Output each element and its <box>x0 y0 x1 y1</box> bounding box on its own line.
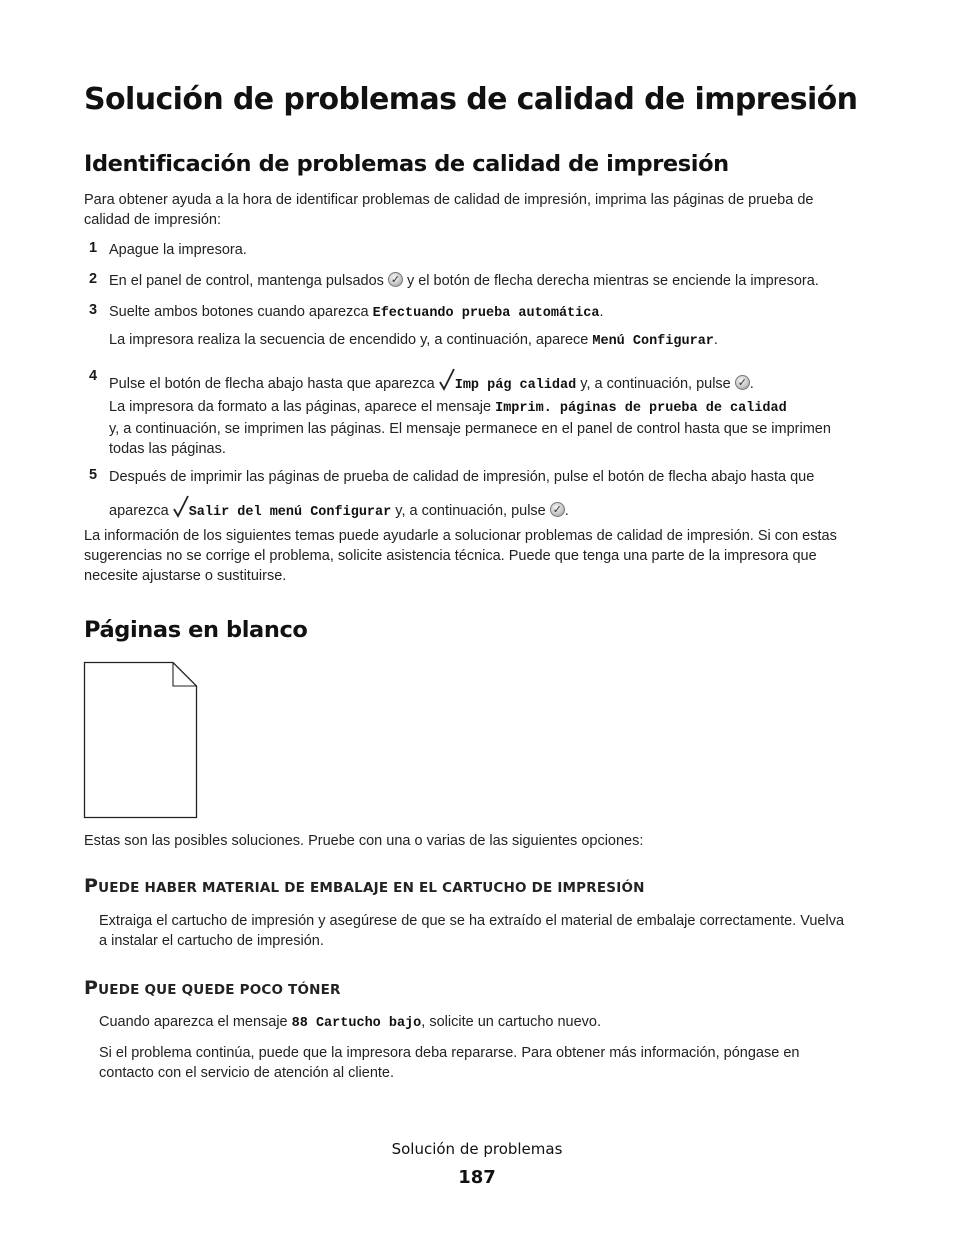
outro-line: sugerencias no se corrige el problema, solicite asistencia técnica. Puede que tenga una parte de la impresora que <box>84 548 817 564</box>
step-text-part: Pulse el botón de flecha abajo hasta que aparezca <box>109 376 435 392</box>
step-text-part: . <box>564 503 569 519</box>
text-line: Si el problema continúa, puede que la impresora deba repararse. Para obtener más información, póngase en <box>99 1045 800 1061</box>
step-text <box>109 271 819 291</box>
display-message: Efectuando prueba automática <box>372 306 600 321</box>
subheading-rest: UEDE QUE QUEDE POCO TÓNER <box>98 982 341 998</box>
page-number: 187 <box>458 1167 496 1188</box>
section-heading-identification: Identificación de problemas de calidad de impresión <box>84 151 729 177</box>
display-message: Imp pág calidad <box>454 378 577 393</box>
text-part: Cuando aparezca el mensaje <box>99 1014 288 1030</box>
step-text-part: y, a continuación, pulse <box>580 376 731 392</box>
step-text-part: En el panel de control, mantenga pulsados <box>109 273 384 289</box>
check-mark-icon <box>173 495 189 519</box>
select-button-icon <box>735 375 750 390</box>
page-title: Solución de problemas de calidad de impresión <box>84 82 858 117</box>
display-message: Imprim. páginas de prueba de calidad <box>495 401 787 416</box>
subheading-low-toner <box>84 977 341 999</box>
select-button-icon <box>388 272 403 287</box>
low-toner-text <box>99 1012 601 1034</box>
step-text-part: y, a continuación, pulse <box>395 503 546 519</box>
text-part: , solicite un cartucho nuevo. <box>421 1014 602 1030</box>
blank-page-icon <box>83 661 198 819</box>
step-text-part: y el botón de flecha derecha mientras se enciende la impresora. <box>406 273 819 289</box>
step-subtext-line: todas las páginas. <box>109 441 226 457</box>
select-button-icon <box>550 502 565 517</box>
step-text: Apague la impresora. <box>109 242 247 258</box>
solutions-intro: Estas son las posibles soluciones. Pruebe con una o varias de las siguientes opciones: <box>84 833 644 849</box>
check-mark-icon <box>439 368 455 392</box>
display-message: Menú Configurar <box>592 334 714 349</box>
step-subtext <box>109 330 718 352</box>
text-line: contacto con el servicio de atención al cliente. <box>99 1065 395 1081</box>
step-text: Después de imprimir las páginas de prueba de calidad de impresión, pulse el botón de flecha abajo hasta que <box>109 469 815 485</box>
display-message: Salir del menú Configurar <box>188 505 392 520</box>
step-subtext-line <box>109 397 889 419</box>
step-text-part: . <box>599 304 604 320</box>
step-text-part: Suelte ambos botones cuando aparezca <box>109 304 369 320</box>
step-subtext <box>109 397 889 459</box>
step-text-part: . <box>713 332 718 348</box>
footer-section-label: Solución de problemas <box>391 1140 563 1158</box>
step-text <box>109 495 569 523</box>
step-number: 4 <box>89 368 98 384</box>
step-number: 5 <box>89 467 98 483</box>
intro-paragraph <box>84 190 813 230</box>
step-text-part: aparezca <box>109 503 169 519</box>
packing-material-text <box>99 911 844 951</box>
step-number: 2 <box>89 271 98 287</box>
step-text <box>109 368 754 396</box>
intro-line: Para obtener ayuda a la hora de identificar problemas de calidad de impresión, imprima las páginas de prueba de <box>84 192 814 208</box>
outro-paragraph <box>84 526 837 586</box>
subheading-cap: P <box>84 977 99 999</box>
step-text <box>109 302 603 324</box>
subheading-rest: UEDE HABER MATERIAL DE EMBALAJE EN EL CARTUCHO DE IMPRESIÓN <box>98 880 645 896</box>
step-text-part: La impresora realiza la secuencia de encendido y, a continuación, aparece <box>109 332 589 348</box>
step-text-part: La impresora da formato a las páginas, aparece el mensaje <box>109 399 492 415</box>
text-line: Extraiga el cartucho de impresión y asegúrese de que se ha extraído el material de embalaje correctamente. Vuelva <box>99 913 845 929</box>
subheading-packing-material <box>84 875 645 897</box>
step-number: 1 <box>89 240 98 256</box>
service-text <box>99 1043 799 1083</box>
outro-line: La información de los siguientes temas puede ayudarle a solucionar problemas de calidad de impresión. Si con estas <box>84 528 837 544</box>
section-heading-blank-pages: Páginas en blanco <box>84 617 308 643</box>
step-number: 3 <box>89 302 98 318</box>
display-message: 88 Cartucho bajo <box>291 1016 422 1031</box>
text-line: a instalar el cartucho de impresión. <box>99 933 324 949</box>
intro-line: calidad de impresión: <box>84 212 222 228</box>
outro-line: necesite ajustarse o sustituirse. <box>84 568 287 584</box>
subheading-cap: P <box>84 875 99 897</box>
step-text-part: . <box>749 376 754 392</box>
step-subtext-line: y, a continuación, se imprimen las páginas. El mensaje permanece en el panel de control hasta que se imprimen <box>109 421 831 437</box>
